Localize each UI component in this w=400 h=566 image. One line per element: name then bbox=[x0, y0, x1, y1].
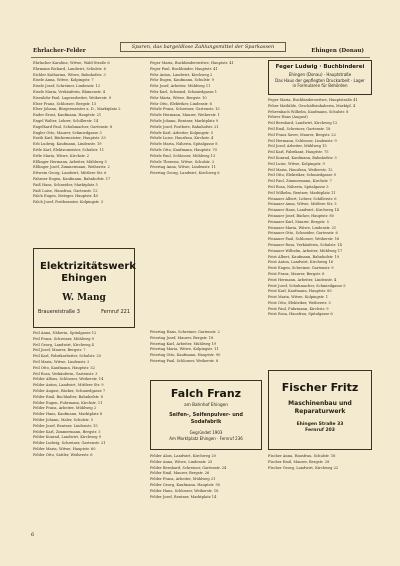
listing-entry: Ertle Maria, Witwe, Kirchstr. 2 bbox=[33, 153, 90, 158]
listing-entry: Feil Konrad, Kaufmann, Bahnhofstr. 3 bbox=[268, 155, 337, 160]
listing-entry: Felder Ludwig, Schreiner, Gartenstr. 21 bbox=[33, 441, 106, 446]
listing-entry: Engel Walter, Lehrer, Schillerstr. 14 bbox=[33, 118, 99, 123]
ad-fischer-line1: Maschinenbau und Reparaturwerk bbox=[288, 400, 352, 415]
listing-entry: Feger Paul, Buchbinder, Hauptstr. 41 bbox=[150, 66, 218, 71]
ad-falch-line2: Seifen-, Seifenpulver- und Sodafabrik bbox=[169, 412, 243, 425]
listing-entry: Feil Hermann, Schlosser, Lindenstr. 9 bbox=[268, 138, 337, 143]
ad-falch-title: Falch Franz bbox=[170, 387, 242, 400]
listing-entry: Fehrle Paul, Schlosser, Mühlweg 13 bbox=[150, 153, 216, 158]
listing-entry: Feinauer Maria, Witwe, Lindenstr. 21 bbox=[268, 225, 337, 230]
listing-entry: Felder Hans, Schlosser, Weiherstr. 18 bbox=[150, 488, 219, 493]
listing-entry: Feil Josef, Maurer, Bergstr. 7 bbox=[33, 348, 86, 353]
header-left: Ehrlacher–Felder bbox=[33, 48, 86, 54]
listing-entry: Feiertag Anna, Witwe, Lindenstr. 11 bbox=[150, 165, 216, 170]
column-2-bottom-entries bbox=[150, 454, 260, 500]
listing-entry: Felder Karl, Zimmermann, Bergstr. 3 bbox=[33, 429, 101, 434]
listing-entry: Feist Otto, Elektriker, Weiherstr. 3 bbox=[268, 300, 331, 305]
listing-entry: Falch Josef, Postbeamter, Kolpingstr. 3 bbox=[33, 200, 104, 205]
listing-entry: Felder Eugen, Fuhrmann, Kirchstr. 11 bbox=[33, 400, 103, 405]
listing-entry: Feiertag Maria, Witwe, Kolpingstr. 11 bbox=[150, 347, 219, 352]
listing-entry: Feinauer Anna, Witwe, Mittlere Str. 3 bbox=[268, 202, 337, 207]
header-rule bbox=[31, 57, 370, 58]
column-1-top-entries bbox=[33, 61, 133, 206]
listing-entry: Erb Ludwig, Kaufmann, Lindenstr. 19 bbox=[33, 142, 102, 147]
listing-entry: Feist Rosa, Hausfrau, Spitalgasse 6 bbox=[268, 312, 333, 317]
page-number: 6 bbox=[31, 532, 35, 538]
listing-entry: Feinauer Paul, Schlosser, Weiherstr. 16 bbox=[268, 237, 340, 242]
listing-entry: Fehr Josef, Arbeiter, Mühlweg 11 bbox=[150, 84, 211, 89]
column-2-top-entries bbox=[150, 61, 260, 177]
listing-entry: Felder Alois, Landwirt, Kirchweg 20 bbox=[150, 454, 216, 458]
column-2-mid-entries bbox=[150, 330, 260, 365]
listing-entry: Feil Emil, Schreiner, Gartenstr. 18 bbox=[268, 126, 331, 131]
column-3-bottom-entries bbox=[268, 454, 370, 471]
listing-entry: Felder Anna, Witwe, Lindenstr. 25 bbox=[150, 459, 213, 464]
ad-fischer-line3: Fernruf 203 bbox=[305, 428, 335, 433]
ad-falch-line4: Am Marktplatz Ehingen · Fernruf 236 bbox=[169, 436, 243, 441]
ad-fischer-line2: Ehingen Straße 33 bbox=[296, 422, 344, 427]
listing-entry: Feil Otto, Kaufmann, Hauptstr. 52 bbox=[33, 365, 95, 370]
listing-entry: Felder Emil, Buchhalter, Bahnhofstr. 8 bbox=[33, 394, 103, 399]
listing-entry: Ehrmann Richard, Landwirt, Schulstr. 6 bbox=[33, 66, 106, 71]
listing-entry: Feher Mathilde, Geschäftsinhaberin, Marktpl. 4 bbox=[268, 103, 356, 108]
listing-entry: Felder Franz, Arbeiter, Mühlweg 21 bbox=[150, 477, 216, 482]
listing-entry: Feil Georg, Landwirt, Kirchweg 4 bbox=[33, 342, 94, 347]
listing-entry: Eßlinger Hermann, Arbeiter, Mühlweg 5 bbox=[33, 159, 107, 164]
listing-entry: Fehr Eugen, Kaufmann, Schulstr. 9 bbox=[150, 78, 214, 83]
listing-entry: Fehrle Maria, Näherin, Spitalgasse 8 bbox=[150, 142, 218, 147]
listing-entry: Feil Franz, Schreiner, Mühlweg 9 bbox=[33, 336, 94, 341]
listing-entry: Feil Franz Xaver, Maurer, Bergstr. 22 bbox=[268, 132, 336, 137]
listing-entry: Eßlinger Josef, Zimmermann, Weiherstr. 2 bbox=[33, 165, 110, 170]
listing-entry: Feger Maria, Buchbinderswitwe, Hauptstr. 41 bbox=[150, 61, 234, 65]
listing-entry: Fehrle Luise, Hausfrau, Kirchstr. 4 bbox=[150, 136, 214, 141]
ad-fischer-fritz bbox=[268, 370, 372, 450]
listing-entry: Feil Rosa, Verkäuferin, Gartenstr. 3 bbox=[33, 371, 98, 376]
ad-feger-line2: Das Haus der gepflegten Druckarbeit · Lager in Formularen für Behörden bbox=[275, 78, 365, 88]
listing-entry: Fehrer Hans (August) bbox=[268, 115, 308, 120]
ad-feger-ludwig bbox=[268, 60, 372, 95]
listing-entry: Fehrle Johann, Rentner, Marktplatz 9 bbox=[150, 118, 219, 123]
listing-entry: Feiertag Paul, Schlosser, Weiherstr. 8 bbox=[150, 358, 219, 363]
listing-entry: Faiß Hans, Schneider, Marktplatz 5 bbox=[33, 182, 98, 187]
listing-entry: Eichler Katharina, Witwe, Bahnhofstr. 3 bbox=[33, 72, 106, 77]
listing-entry: Fischer Georg, Landwirt, Kirchweg 22 bbox=[268, 465, 339, 470]
listing-entry: Elser Franz, Schlosser, Bergstr. 15 bbox=[33, 101, 97, 106]
listing-entry: Feiertag Hans, Schreiner, Gartenstr. 2 bbox=[150, 330, 220, 334]
listing-entry: Engler Otto, Maurer, Schmiedgasse 3 bbox=[33, 130, 102, 135]
listing-entry: Fehr Otto, Elektriker, Lindenstr. 6 bbox=[150, 101, 212, 106]
listing-entry: Erath Karl, Bäckermeister, Hauptstr. 33 bbox=[33, 136, 106, 141]
listing-entry: Feinauer Albert, Lehrer, Schillerstr. 6 bbox=[268, 196, 337, 201]
listing-entry: Feil Bernhard, Landwirt, Kirchweg 12 bbox=[268, 121, 338, 126]
listing-entry: Feil Anna, Näherin, Spitalgasse 12 bbox=[33, 331, 97, 335]
listing-entry: Feist Eugen, Schreiner, Gartenstr. 9 bbox=[268, 266, 334, 271]
listing-entry: Fehrle Otto, Kaufmann, Hauptstr. 70 bbox=[150, 147, 217, 152]
ad-feger-title: Feger Ludwig · Buchbinderei bbox=[275, 64, 365, 70]
ad-elektrizitaetswerk-address: Brauereistraße 3 bbox=[38, 309, 80, 315]
column-1-bottom-entries bbox=[33, 331, 133, 459]
listing-entry: Feist Albert, Kaufmann, Bahnhofstr. 19 bbox=[268, 254, 340, 259]
listing-entry: Feil Paul, Zimmermann, Kirchstr. 7 bbox=[268, 179, 332, 184]
listing-entry: Felder Otto, Sattler, Weiherstr. 6 bbox=[33, 452, 93, 457]
listing-entry: Feil Otto, Elektriker, Schmiedgasse 9 bbox=[268, 173, 336, 178]
listing-entry: Faiß Luise, Hausfrau, Gartenstr. 12 bbox=[33, 188, 98, 193]
listing-entry: Feist Maria, Witwe, Kolpingstr. 1 bbox=[268, 295, 328, 300]
ad-elektrizitaetswerk-phone: Fernruf 221 bbox=[101, 309, 130, 315]
listing-entry: Falch Eugen, Metzger, Hauptstr. 40 bbox=[33, 194, 98, 199]
listing-entry: Felder Anton, Landwirt, Mittlere Str. 9 bbox=[33, 383, 104, 388]
listing-entry: Ertle Karl, Elektromeister, Schulstr. 11 bbox=[33, 147, 105, 152]
ad-elektrizitaetswerk bbox=[33, 248, 135, 328]
listing-entry: Feil Karl, Fabrikarbeiter, Schulstr. 20 bbox=[33, 354, 101, 359]
listing-entry: Felder Emil, Maurer, Bergstr. 26 bbox=[150, 471, 210, 476]
listing-entry: Felder Konrad, Landwirt, Kirchweg 9 bbox=[33, 435, 101, 440]
listing-entry: Feil Maria, Witwe, Lindenstr. 2 bbox=[33, 359, 90, 364]
listing-entry: Feil Rosa, Näherin, Spitalgasse 3 bbox=[268, 184, 329, 189]
listing-entry: Elser Johann, Bürgermeister a. D., Marktplatz 2 bbox=[33, 107, 121, 112]
listing-entry: Feil Maria, Hausfrau, Weiherstr. 12 bbox=[268, 167, 333, 172]
listing-entry: Fehrle Josef, Postbote, Bahnhofstr. 21 bbox=[150, 124, 219, 129]
listing-entry: Feiertag Otto, Kaufmann, Hauptstr. 90 bbox=[150, 353, 221, 358]
listing-entry: Feiertag Karl, Arbeiter, Mühlweg 19 bbox=[150, 341, 217, 346]
ad-elektrizitaetswerk-owner: W. Mang bbox=[62, 293, 106, 303]
listing-entry: Feist Josef, Schuhmacher, Schmiedgasse 5 bbox=[268, 283, 346, 288]
listing-entry: Fehrenbach Wilhelm, Kaufmann, Schulstr. 8 bbox=[268, 109, 349, 114]
listing-entry: Felder Georg, Kaufmann, Hauptstr. 95 bbox=[150, 482, 221, 487]
listing-entry: Feinauer Rosa, Verkäuferin, Schulstr. 14 bbox=[268, 242, 342, 247]
listing-entry: Fischer Anna, Hausfrau, Schulstr. 16 bbox=[268, 454, 336, 458]
header-center-banner: Sparen, das bargeldlose Zahlungsmittel der Sparkassen bbox=[120, 42, 286, 52]
listing-entry: Felder Josef, Rentner, Marktplatz 14 bbox=[150, 494, 217, 499]
listing-entry: Feist Karl, Kaufmann, Hauptstr. 85 bbox=[268, 289, 332, 294]
listing-entry: Feinauer Josef, Bäcker, Hauptstr. 80 bbox=[268, 213, 334, 218]
listing-entry: Felder Alfons, Schlosser, Weiherstr. 14 bbox=[33, 377, 104, 382]
listing-entry: Fehr Maria, Witwe, Bergstr. 10 bbox=[150, 95, 207, 100]
listing-entry: Eisele Anna, Witwe, Kolpingstr. 7 bbox=[33, 78, 94, 83]
listing-entry: Felder Maria, Witwe, Hauptstr. 60 bbox=[33, 446, 96, 451]
listing-entry: Feinauer Wilhelm, Arbeiter, Mühlweg 17 bbox=[268, 248, 343, 253]
listing-entry: Ettwein Georg, Landwirt, Mittlere Str. 6 bbox=[33, 171, 107, 176]
ad-elektrizitaetswerk-title: Elektrizitätswerk Ehingen bbox=[40, 261, 136, 284]
listing-entry: Feil Wilhelm, Rentner, Marktplatz 11 bbox=[268, 190, 336, 195]
ad-falch-franz bbox=[150, 380, 262, 450]
listing-entry: Fehrle Theresia, Witwe, Schulstr. 2 bbox=[150, 159, 215, 164]
listing-entry: Feil Karl, Fabrikant, Hauptstr. 75 bbox=[268, 150, 329, 155]
listing-entry: Feil Josef, Arbeiter, Mühlweg 15 bbox=[268, 144, 327, 149]
listing-entry: Feger Maria, Buchbinderswitwe, Hauptstraße 41 bbox=[268, 98, 358, 102]
listing-entry: Felder August, Bäcker, Schmiedgasse 7 bbox=[33, 388, 106, 393]
listing-entry: Felder Bernhard, Schreiner, Gartenstr. 24 bbox=[150, 465, 227, 470]
ad-falch-line3: Gegründet 1903 bbox=[189, 430, 223, 435]
listing-entry: Feiertag Josef, Maurer, Bergstr. 18 bbox=[150, 335, 214, 340]
ad-fischer-title: Fischer Fritz bbox=[281, 381, 359, 394]
listing-entry: Felder Franz, Arbeiter, Mühlweg 2 bbox=[33, 406, 97, 411]
column-3-top-entries bbox=[268, 98, 370, 318]
listing-entry: Feinauer Karl, Maurer, Bergstr. 5 bbox=[268, 219, 329, 224]
listing-entry: Feiertag Georg, Landwirt, Kirchweg 6 bbox=[150, 171, 220, 176]
listing-entry: Fehr Karl, Schmied, Schmiedgasse 1 bbox=[150, 89, 218, 94]
listing-entry: Eisele Josef, Schreiner, Lindenstr. 12 bbox=[33, 84, 101, 89]
listing-entry: Felder Johann, Maler, Schulstr. 5 bbox=[33, 417, 93, 422]
listing-entry: Feinauer Otto, Schneider, Gartenstr. 6 bbox=[268, 231, 338, 236]
listing-entry: Ender Ernst, Kaufmann, Hauptstr. 21 bbox=[33, 113, 102, 118]
listing-entry: Feist Hermann, Arbeiter, Lindenstr. 4 bbox=[268, 277, 337, 282]
listing-entry: Fehrle Hermann, Maurer, Weiherstr. 1 bbox=[150, 113, 220, 118]
listing-entry: Feist Paul, Fuhrmann, Kirchstr. 9 bbox=[268, 306, 329, 311]
listing-entry: Feinauer Hans, Landwirt, Kirchweg 14 bbox=[268, 208, 339, 213]
listing-entry: Eisele Maria, Verkäuferin, Blumenstr. 4 bbox=[33, 89, 106, 94]
ad-falch-line1: am Bahnhof Ehingen bbox=[184, 402, 228, 407]
listing-entry: Feist Franz, Maurer, Bergstr. 8 bbox=[268, 271, 325, 276]
listing-entry: Feist Anton, Landwirt, Kirchweg 16 bbox=[268, 260, 334, 265]
listing-entry: Fischer Emil, Maurer, Bergstr. 28 bbox=[268, 459, 330, 464]
ad-feger-line1: Ehingen (Donau) · Hauptstraße bbox=[288, 72, 352, 77]
listing-entry: Ehrlacher Karoline, Witwe, Wald-Straße 6 bbox=[33, 61, 110, 65]
listing-entry: Eisenlohr Paul, Lagerarbeiter, Weiherstr. 9 bbox=[33, 95, 112, 100]
listing-entry: Felder Hans, Kaufmann, Marktplatz 8 bbox=[33, 412, 103, 417]
listing-entry: Felder Josef, Rentner, Lindenstr. 15 bbox=[33, 423, 98, 428]
listing-entry: Fehrle Karl, Arbeiter, Kolpingstr. 5 bbox=[150, 130, 214, 135]
listing-entry: Engelhard Paul, Schuhmacher, Gartenstr. 8 bbox=[33, 124, 113, 129]
header-right: Ehingen (Donau) bbox=[311, 48, 364, 54]
listing-entry: Fahrner Eugen, Kaufmann, Bahnhofstr. 17 bbox=[33, 176, 111, 181]
listing-entry: Feil Luise, Witwe, Kolpingstr. 9 bbox=[268, 161, 325, 166]
listing-entry: Fehr Anton, Landwirt, Kirchweg 2 bbox=[150, 72, 213, 77]
listing-entry: Fehrle Franz, Schreiner, Gartenstr. 15 bbox=[150, 107, 220, 112]
